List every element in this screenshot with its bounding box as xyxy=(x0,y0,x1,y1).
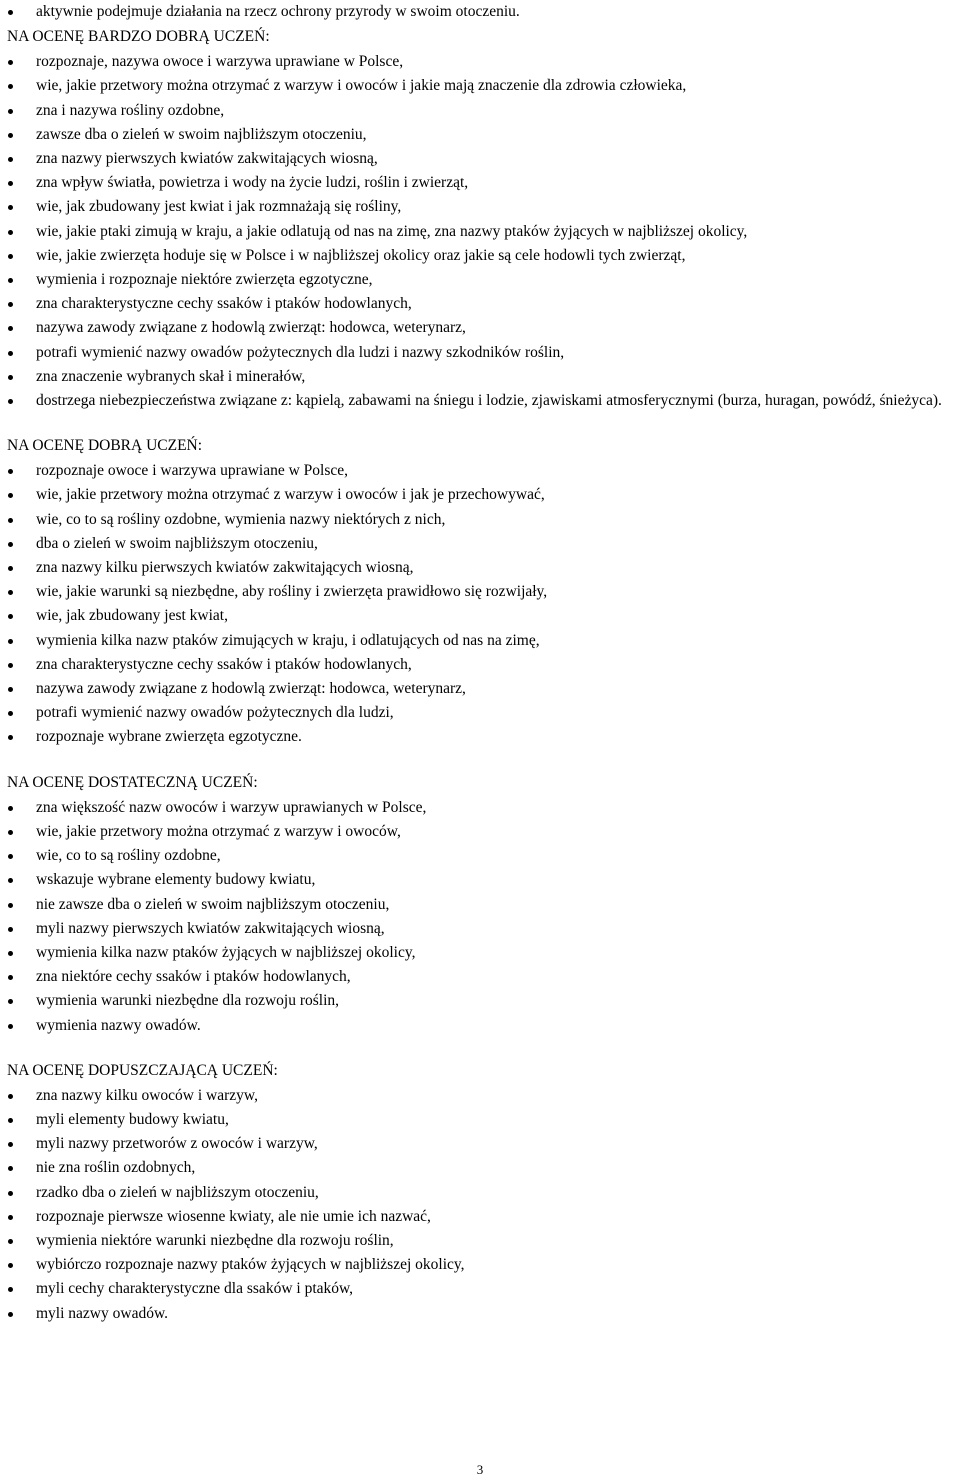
list-item: wie, jakie zwierzęta hoduje się w Polsce i w najbliższej okolicy oraz jakie są cele hodowli tych zwierząt, xyxy=(0,244,960,268)
list-item: zna charakterystyczne cechy ssaków i ptaków hodowlanych, xyxy=(0,653,960,677)
section-heading: NA OCENĘ DOPUSZCZAJĄCĄ UCZEŃ: xyxy=(7,1061,278,1079)
list-item: nie zawsze dba o zieleń w swoim najbliższym otoczeniu, xyxy=(0,893,960,917)
section-dobra xyxy=(0,433,960,749)
list-item: zna znaczenie wybranych skał i minerałów, xyxy=(0,365,960,389)
list-item: wie, jakie warunki są niezbędne, aby rośliny i zwierzęta prawidłowo się rozwijały, xyxy=(0,580,960,604)
list-item: wie, co to są rośliny ozdobne, xyxy=(0,844,960,868)
list-item: rzadko dba o zieleń w najbliższym otoczeniu, xyxy=(0,1181,960,1205)
list-item: potrafi wymienić nazwy owadów pożytecznych dla ludzi, xyxy=(0,701,960,725)
list-item: wymienia niektóre warunki niezbędne dla rozwoju roślin, xyxy=(0,1229,960,1253)
list-item: zna i nazywa rośliny ozdobne, xyxy=(0,99,960,123)
list-item: dostrzega niebezpieczeństwa związane z: kąpielą, zabawami na śniegu i lodzie, zjawiskami atmosferycznymi (burza, huragan, powódź, śnieżyca). xyxy=(0,389,960,413)
page-number: 3 xyxy=(476,1462,484,1477)
list-item: wymienia nazwy owadów. xyxy=(0,1014,960,1038)
section-dostateczna xyxy=(0,770,960,1038)
criteria-list xyxy=(0,796,960,1038)
list-item: zna charakterystyczne cechy ssaków i ptaków hodowlanych, xyxy=(0,292,960,316)
list-item: zna wpływ światła, powietrza i wody na życie ludzi, roślin i zwierząt, xyxy=(0,171,960,195)
list-item: rozpoznaje pierwsze wiosenne kwiaty, ale nie umie ich nazwać, xyxy=(0,1205,960,1229)
list-item: dba o zieleń w swoim najbliższym otoczeniu, xyxy=(0,532,960,556)
list-item: myli cechy charakterystyczne dla ssaków i ptaków, xyxy=(0,1277,960,1301)
list-item: zna nazwy kilku owoców i warzyw, xyxy=(0,1084,960,1108)
list-item: myli elementy budowy kwiatu, xyxy=(0,1108,960,1132)
section-dopuszczajaca xyxy=(0,1058,960,1326)
section-heading: NA OCENĘ DOBRĄ UCZEŃ: xyxy=(7,437,203,455)
criteria-list xyxy=(0,1084,960,1326)
list-item: rozpoznaje wybrane zwierzęta egzotyczne. xyxy=(0,725,960,749)
list-item: potrafi wymienić nazwy owadów pożytecznych dla ludzi i nazwy szkodników roślin, xyxy=(0,341,960,365)
list-item: myli nazwy przetworów z owoców i warzyw, xyxy=(0,1132,960,1156)
list-item: wskazuje wybrane elementy budowy kwiatu, xyxy=(0,868,960,892)
list-item: rozpoznaje owoce i warzywa uprawiane w Polsce, xyxy=(0,459,960,483)
list-item: myli nazwy pierwszych kwiatów zakwitających wiosną, xyxy=(0,917,960,941)
list-item: nazywa zawody związane z hodowlą zwierząt: hodowca, weterynarz, xyxy=(0,316,960,340)
list-item: zna większość nazw owoców i warzyw uprawianych w Polsce, xyxy=(0,796,960,820)
intro-list xyxy=(0,0,960,24)
list-item: wie, jakie przetwory można otrzymać z warzyw i owoców, xyxy=(0,820,960,844)
list-item: myli nazwy owadów. xyxy=(0,1302,960,1326)
list-item: wymienia i rozpoznaje niektóre zwierzęta egzotyczne, xyxy=(0,268,960,292)
list-item: rozpoznaje, nazywa owoce i warzywa uprawiane w Polsce, xyxy=(0,50,960,74)
list-item: wymienia warunki niezbędne dla rozwoju roślin, xyxy=(0,989,960,1013)
list-item: zna nazwy kilku pierwszych kwiatów zakwitających wiosną, xyxy=(0,556,960,580)
list-item: zna nazwy pierwszych kwiatów zakwitających wiosną, xyxy=(0,147,960,171)
list-item: wie, jak zbudowany jest kwiat i jak rozmnażają się rośliny, xyxy=(0,195,960,219)
list-item: wie, jakie przetwory można otrzymać z warzyw i owoców i jak je przechowywać, xyxy=(0,483,960,507)
list-item: wymienia kilka nazw ptaków żyjących w najbliższej okolicy, xyxy=(0,941,960,965)
section-heading: NA OCENĘ DOSTATECZNĄ UCZEŃ: xyxy=(7,773,258,791)
list-item: wie, jakie przetwory można otrzymać z warzyw i owoców i jakie mają znaczenie dla zdrowia człowieka, xyxy=(0,74,960,98)
list-item: nazywa zawody związane z hodowlą zwierząt: hodowca, weterynarz, xyxy=(0,677,960,701)
list-item: wie, co to są rośliny ozdobne, wymienia nazwy niektórych z nich, xyxy=(0,508,960,532)
section-bardzo-dobra xyxy=(0,24,960,413)
criteria-list xyxy=(0,459,960,749)
list-item: nie zna roślin ozdobnych, xyxy=(0,1156,960,1180)
list-item: wymienia kilka nazw ptaków zimujących w kraju, i odlatujących od nas na zimę, xyxy=(0,629,960,653)
list-item: aktywnie podejmuje działania na rzecz ochrony przyrody w swoim otoczeniu. xyxy=(0,0,960,24)
list-item: zawsze dba o zieleń w swoim najbliższym otoczeniu, xyxy=(0,123,960,147)
list-item: zna niektóre cechy ssaków i ptaków hodowlanych, xyxy=(0,965,960,989)
list-item: wybiórczo rozpoznaje nazwy ptaków żyjących w najbliższej okolicy, xyxy=(0,1253,960,1277)
criteria-list xyxy=(0,50,960,413)
section-heading: NA OCENĘ BARDZO DOBRĄ UCZEŃ: xyxy=(7,28,270,46)
list-item: wie, jakie ptaki zimują w kraju, a jakie odlatują od nas na zimę, zna nazwy ptaków żyjących w najbliższej okolicy, xyxy=(0,220,960,244)
list-item: wie, jak zbudowany jest kwiat, xyxy=(0,604,960,628)
